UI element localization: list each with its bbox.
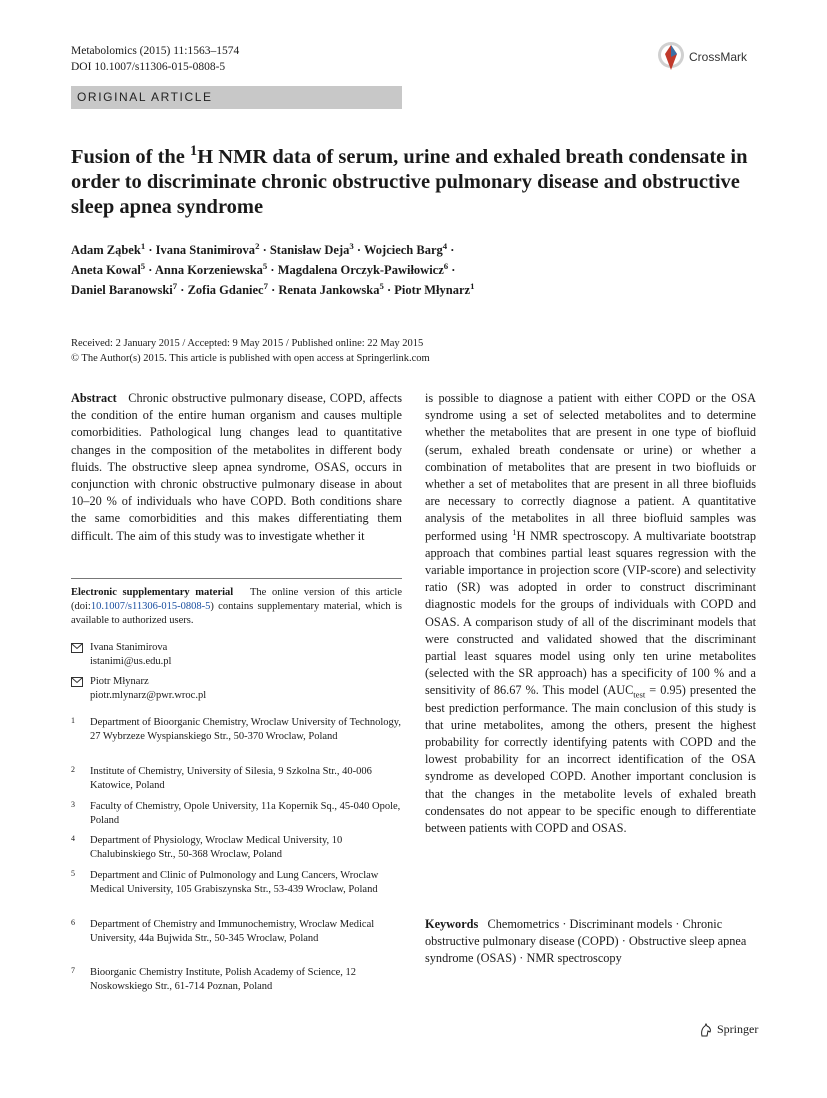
author-affiliation-marker: 6 [443, 260, 449, 271]
footnote-divider [71, 578, 402, 579]
affiliation: 4 Department of Physiology, Wroclaw Medical University, 10 Chalubinskiego Str., 50-368 Wroclaw, Poland [71, 834, 343, 860]
contact-email[interactable]: piotr.mlynarz@pwr.wroc.pl [90, 690, 207, 701]
crossmark-badge[interactable] [657, 40, 747, 74]
author-separator: · [267, 283, 279, 297]
doi-link[interactable]: 10.1007/s11306-015-0808-5 [90, 601, 211, 612]
crossmark-logo-icon [657, 40, 685, 74]
affiliation: 1 Department of Bioorganic Chemistry, Wroclaw University of Technology, 27 Wybrzeze Wyspianskiego Str., 50-370 Wroclaw, Poland [71, 716, 401, 742]
journal-line: Metabolomics (2015) 11:1563–1574 [71, 45, 240, 57]
author-name: Wojciech Barg [363, 243, 443, 257]
publisher-name: Springer [717, 1022, 759, 1036]
author-name: Zofia Gdaniec [187, 283, 264, 297]
author-affiliation-marker: 2 [255, 240, 260, 251]
journal-citation [71, 43, 239, 75]
affiliation: 6 Department of Chemistry and Immunochemistry, Wroclaw Medical University, 44a Bujwida Str., 50-345 Wroclaw, Poland [71, 918, 375, 944]
envelope-icon [71, 643, 83, 653]
article-type-banner: ORIGINAL ARTICLE [71, 86, 402, 109]
article-title: Fusion of the $^1$H NMR data of serum, urine and exhaled breath condensate in order to discriminate chronic obstructive pulmonary disease and obstructive sleep apnea syndrome [71, 143, 748, 218]
author-separator: · [145, 263, 155, 277]
author-name: Anna Korzeniewska [154, 263, 263, 277]
author-affiliation-marker: 4 [442, 240, 448, 251]
author-name: Stanisław Deja [269, 243, 350, 257]
keywords [425, 916, 756, 968]
author-affiliation-marker: 7 [263, 280, 268, 291]
author-separator: · [353, 243, 364, 257]
affiliation: 7 Bioorganic Chemistry Institute, Polish Academy of Science, 12 Noskowskiego Str., 61-714 Poznan, Poland [71, 966, 357, 992]
author-affiliation-marker: 7 [172, 280, 178, 291]
author-name: Piotr Młynarz [394, 283, 471, 297]
contact-name: Ivana Stanimirova [90, 642, 168, 653]
author-separator: · [448, 263, 456, 277]
author-name: Ivana Stanimirova [155, 243, 256, 257]
crossmark-label: CrossMark [689, 50, 748, 64]
supplementary-material-note: Electronic supplementary material The online version of this article (doi:10.1007/s11306-015-0808-5) contains supplementary material, which is available to authorized users. [71, 587, 402, 626]
abstract-right-column: is possible to diagnose a patient with either COPD or the OSA syndrome using a set of selected metabolites and to determine whether the metabolites that are present in one type of biofluid (serum, exhaled breath condensate or urine) or whether a combination of metabolites that are present in two biofluids or whether a set of metabolites that are present in all three biofluids are necessary to correctly diagnose a patient. A quantitative analysis of the metabolites in all three biofluid samples was performed using $^1$H NMR spectroscopy. A multivariate bootstrap approach that combines partial least squares regression with the variable importance in projection score (VIP-score) and selectivity ratio (SR) was adopted in order to construct discriminant diagnostic models for the groups of individuals with COPD and OSAS. A comparison study of all of the discriminant models that were constructed and validated showed that the discriminant partial least squares model using only ten urine metabolites (selected with the SR approach) has a specificity of 100 % and a sensitivity of 86.67 %. This model $(AUC_{test} = 0.95)$ presented the best prediction performance. The main conclusion of this study is that urine metabolites, among the others, present the highest probability for correctly identifying patents with COPD and the lowest probability for an incorrect identification of the OSA syndrome as developed COPD. Another important conclusion is that the changes in the metabolite levels of exhaled breath condensates do not appear to be specific enough to differentiate between patients with COPD and OSAS. [425, 391, 756, 836]
author-affiliation-marker: 3 [349, 240, 354, 251]
author-name: Magdalena Orczyk-Pawiłowicz [277, 263, 444, 277]
springer-horse-icon [699, 1023, 713, 1037]
author-name: Renata Jankowska [278, 283, 380, 297]
publisher-logo [699, 1022, 758, 1037]
author-separator: · [447, 243, 455, 257]
affiliation: 2 Institute of Chemistry, University of Silesia, 9 Szkolna Str., 40-006 Katowice, Poland [71, 765, 372, 791]
abstract-text-left: Chronic obstructive pulmonary disease, COPD, affects the condition of the entire human organism and causes multiple comorbidities. Pathological lung changes lead to quantitative changes in the composition of the metabolites in different body fluids. The obstructive sleep apnea syndrome, OSAS, occurs in conjunction with chronic obstructive pulmonary disease in about 10–20 % of individuals who have COPD. Both conditions share the same comorbidities and this makes differentiating them difficult. The aim of this study was to investigate whether it [71, 391, 402, 543]
affiliation: 3 Faculty of Chemistry, Opole University, 11a Kopernik Sq., 45-040 Opole, Poland [71, 800, 401, 826]
contact-author [71, 641, 402, 669]
author-affiliation-marker: 5 [140, 260, 146, 271]
copyright-line: © The Author(s) 2015. This article is published with open access at Springerlink.com [71, 353, 430, 364]
author-separator: · [177, 283, 188, 297]
keywords-heading: Keywords [425, 917, 479, 931]
keywords-text: Chemometrics · Discriminant models · Chronic obstructive pulmonary disease (COPD) · Obstructive sleep apnea syndrome (OSAS) · NMR spectroscopy [425, 917, 747, 966]
author-name: Aneta Kowal [71, 263, 141, 277]
author-separator: · [259, 243, 270, 257]
author-affiliation-marker: 1 [470, 280, 475, 291]
author-separator: · [145, 243, 156, 257]
contact-email[interactable]: istanimi@us.edu.pl [90, 656, 172, 667]
author-affiliation-marker: 5 [262, 260, 268, 271]
author-affiliation-marker: 5 [379, 280, 384, 291]
author-separator: · [383, 283, 395, 297]
abstract-left-column [71, 390, 402, 545]
author-list [71, 240, 711, 300]
envelope-icon [71, 677, 83, 687]
contact-author [71, 675, 402, 703]
contact-name: Piotr Młynarz [90, 676, 149, 687]
affiliation: 5 Department and Clinic of Pulmonology and Lung Cancers, Wroclaw Medical University, 105 Grabiszynska Str., 53-439 Wroclaw, Poland [71, 869, 379, 895]
author-separator: · [267, 263, 278, 277]
abstract-heading: Abstract [71, 391, 117, 405]
doi-line: DOI 10.1007/s11306-015-0808-5 [71, 61, 226, 73]
author-name: Daniel Baranowski [71, 283, 173, 297]
dates-line: Received: 2 January 2015 / Accepted: 9 May 2015 / Published online: 22 May 2015 [71, 338, 424, 349]
publication-dates [71, 336, 771, 366]
author-affiliation-marker: 1 [140, 240, 146, 251]
author-name: Adam Ząbek [71, 243, 141, 257]
